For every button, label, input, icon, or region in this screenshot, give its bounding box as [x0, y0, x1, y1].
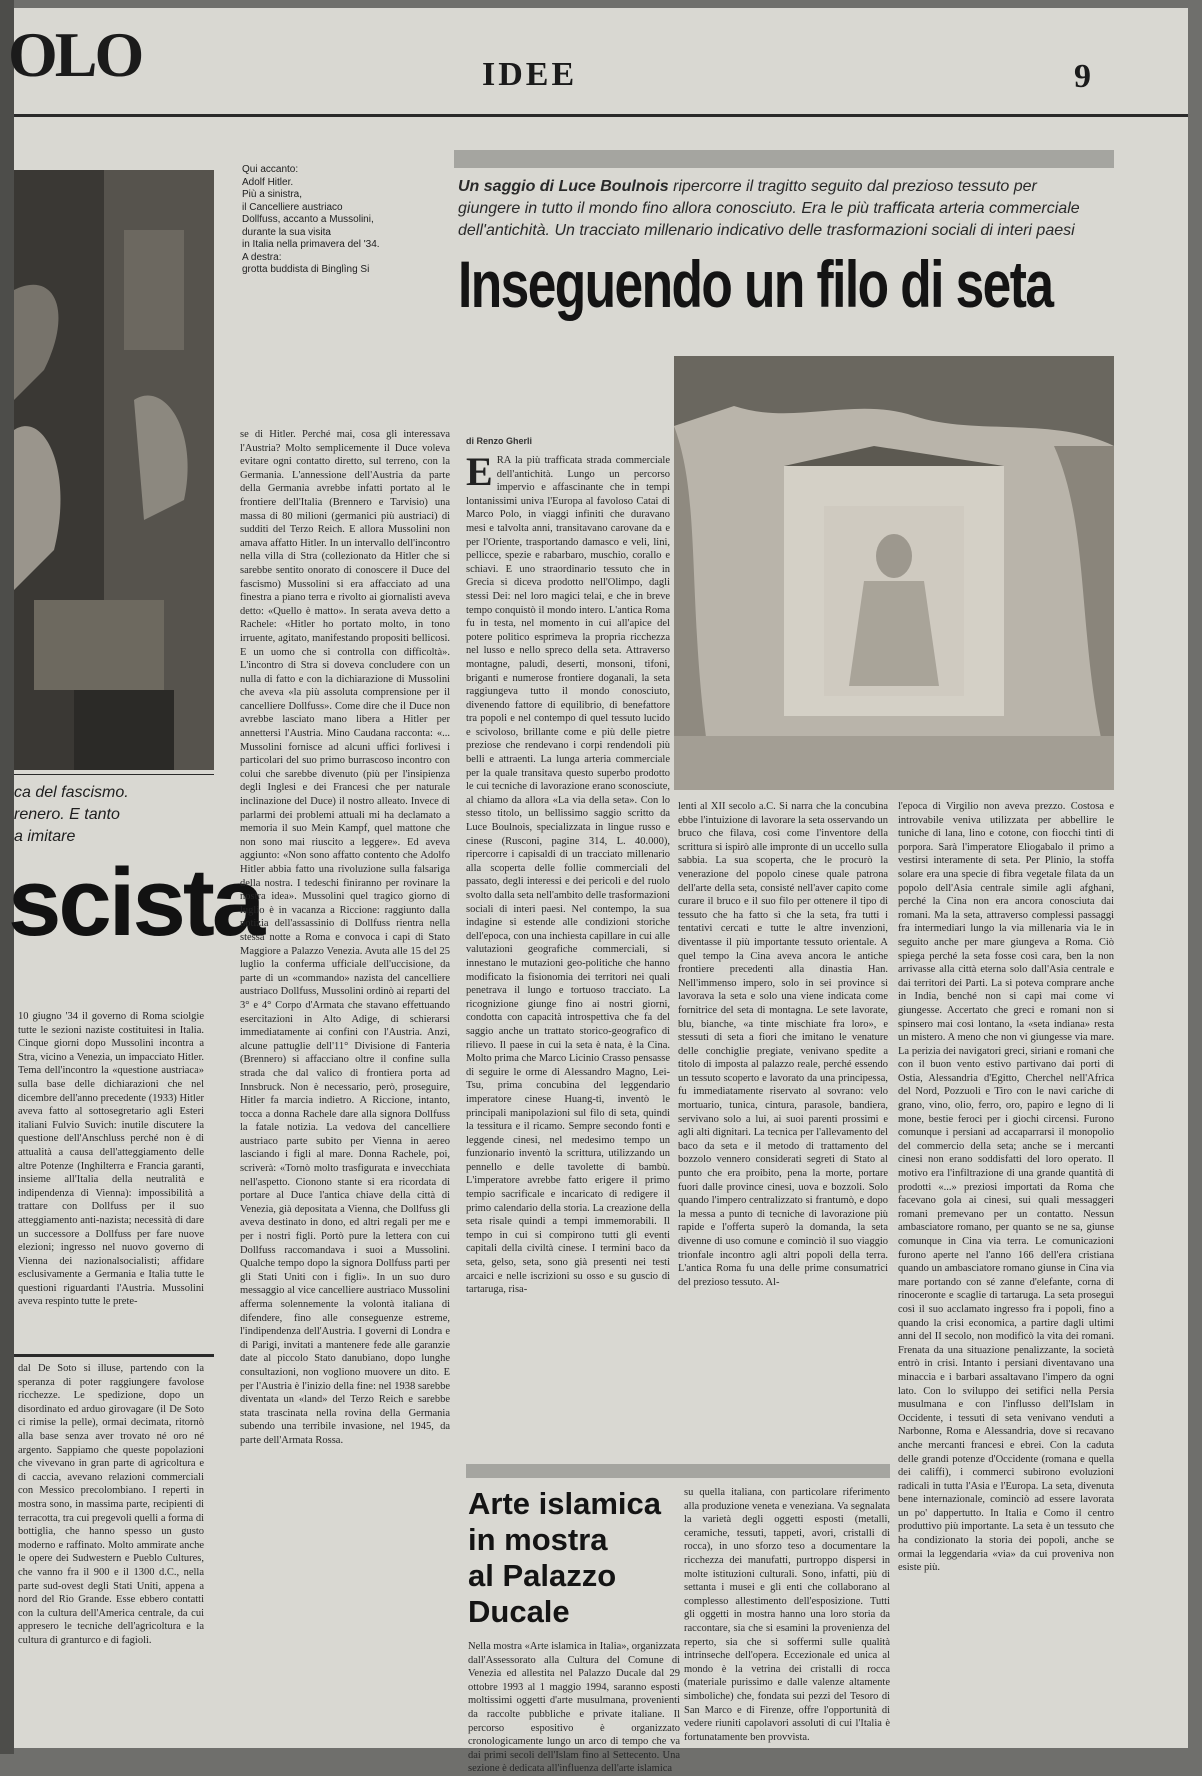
caption-line-4: il Cancelliere austriaco: [242, 201, 343, 213]
section-title: IDEE: [482, 56, 578, 93]
caption-line-9: grotta buddista di Binglìng Si: [242, 264, 370, 275]
left-article-top: 10 giugno '34 il governo di Roma sciolgie tutte le sezioni naziste costituitesi in Italia. Cinque giorni dopo Mussolini incontra a Stra, vicino a Venezia, un impacciato Hitler. Tema dell'incontro la «questione austriaca» sulla base delle dichiarazioni che nel dicembre dell'anno precedente (1933) Hitler aveva fatto al sottosegretario agli Esteri italiani Fulvio Suvich: inutile discutere la questione dell'Anschluss perché non è di attualità a causa dell'atteggiamento delle altre Potenze (Inghilterra e Francia garanti, insieme all'Italia della neutralità e indipendenza di Vienna): impossibilità a trattare con Dollfuss per il suo atteggiamento anti-nazista; necessità di dare un successore a Dollfuss per fare nuove elezioni; ingresso nel nuovo governo di Vienna dei nazionalsocialisti; affidare esclusivamente a Germania e Italia tutte le questioni riguardanti l'Austria. Mussolini aveva respinto tutte le prete-: [18, 1011, 204, 1308]
seta-kicker-text: ripercorre il tragitto seguito dal prezioso tessuto per giungere in tutto il mondo fino allora conosciuto. Era le più trafficata arteria commerciale dell'antichità. Un tracciato millenario indicativo delle trasformazioni sociali di interi paesi: [458, 178, 1080, 239]
seta-column-1: [466, 449, 670, 1454]
seta-kicker-author: Un saggio di Luce Boulnois: [458, 178, 669, 195]
seta-column-2: lenti al XII secolo a.C. Si narra che la concubina ebbe l'intuizione di lavorare la seta osservando un bruco che filava, così come l'inventore della scrittura si ispirò alle impronte di un uccello sulla sabbia. La sua scoperta, che le procurò la venerazione del popolo cinese quale patrona dell'arte della seta, consisté nell'aver capito come curare il bruco e il suo filo per ottenere il tipo di tessuto che ha fatto sì che la seta, fra tutti i tentativi cercati e tutte le altre invenzioni, diventasse il più importante tessuto orientale. A quel tempo la Cina aveva ancora le antiche frontiere precedenti alla dinastia Han. Nell'immenso impero, solo in sei province si lavorava la seta e solo una viene indicata come fornitrice del seta di montagna. Le sete lavorate, blu, bianche, «a tinte mischiate fra loro», e stessuti di seta a fiori che imitano le venature delle conchiglie pregiate, venivano spedite a titolo di imposta al palazzo reale, perché essendo un tessuto scoperto e lavorato da una principessa, fu immediatamente riservato al sovrano: velo mortuario, tunica, cintura, parasole, bandiera, servivano solo a lui, ai suoi parenti prossimi e agli alti dignitari. La tecnica per l'allevamento del baco da seta e il metodo di trattamento del bozzolo vennero considerati segreti di Stato al punto che era proibito, pena la morte, portare fuori dalle province cinesi, uova e bozzoli. Solo quando l'impero centralizzato si frantumò, e dopo la messa a punto di tecniche di lavorazione più rapide e l'offerta superò la domanda, la seta divenne di uso comune e cominciò il suo viaggio trionfale incontro agli altri popoli della terra. L'antica Roma fu una delle prime consumatrici del prezioso tessuto. Al-: [678, 801, 888, 1288]
left-kicker-line-2: renero. E tanto: [14, 806, 120, 823]
arte-title-line-4: Ducale: [468, 1594, 570, 1629]
seta-byline: di Renzo Gherli: [466, 436, 533, 446]
caption-line-8: A destra:: [242, 251, 282, 263]
seta-dropcap: E: [466, 449, 493, 494]
masthead: OLO: [8, 19, 142, 90]
top-grey-band: [454, 150, 1114, 168]
caption-line-1: Qui accanto:: [242, 164, 299, 175]
seta-column-3: l'epoca di Virgilio non aveva prezzo. Costosa e introvabile veniva utilizzata per abbellire le tuniche di lana, lino e cotone, con fiocchi tinti di porpora. Sarà l'imperatore Eliogabalo il primo a vestirsi interamente di seta. Per Plinio, la stoffa solare era una specie di fibra vegetale filata da un popolo dell'Asia centrale simile agli afghani, perché la Cina non era ancora conosciuta dai romani. Ma la seta, attraverso complessi passaggi fra intermediari lungo la via millenaria via le in seguito anche per mare giungeva a Roma. Ciò spiega perché la seta fosse così cara, ben la non arrivasse alla città eterna solo dall'Asia centrale e dai territori dei Parti. La si poteva comprare anche in India, benché non si capì mai come vi giungesse. Accertato che greci e romani non si spinsero mai così lontano, la «seta indiana» resta un mistero. A meno che non vi giungesse via mare. La perizia dei navigatori greci, siriani e romani che con il buon vento estivo partivano dai porti di Ostia, Alessandria d'Egitto, Cherchel nell'Africa del Nord, Pozzuoli e Tiro con le navi cariche di grano, vino, olio, ferro, oro, papiro e legno di li mone, bestie feroci per i giochi circensi. Furono comunque i persiani ad accaparrarsi il monopolio del commercio della seta; anche se i mercanti cinesi non erano soddisfatti del loro operato. Il motivo era l'infiltrazione di una grande quantità di prodotti «...» preziosi importati da Roma che facevano gola ai cinesi, sui quali messaggeri romani premevano per un contatto. Nessun ambasciatore romano, per quanto se ne sa, giunse comunque in Cina via terra. Le comunicazioni furono aperte nel l'anno 166 dell'era cristiana quando un ambasciatore romano giunse in Cina via mare portando con sé zanne d'elefante, corna di rinoceronte e scaglie di tartaruga. La seta proseguì così il suo acclamato ingresso fra i popoli, fino a quando la crisi economica, a partire dagli ultimi anni del II secolo, non modificò la vita dei romani. Frenata da una situazione penalizzante, la società entrò in crisi. Intanto i persiani diventavano una minaccia e i barbari assaltavano l'impero da ogni lato. Con lo sviluppo dei setifici nella Persia musulmana e con l'influsso dell'Islam in Occidente, i tessuti di seta venivano venduti a Narbonne, Roma e Alessandria, dove si recavano anche mercanti francesi e ebrei. Con la caduta delle grandi potenze d'Occidente (romana e quella dei califfi), i commerci subirono evoluzioni radicali in tutta l'Asia e l'Europa. La seta, divenuta bene internazionale, cominciò ad essere lavorata un po' dappertutto. In Italia e Como il centro produttivo più importante. La seta è un tessuto che ha condizionato la storia dei popoli, anche se ormai la leggendaria «via» da cui proveniva non esiste più.: [898, 801, 1114, 1574]
page-number: 9: [1074, 58, 1091, 95]
seta-column-1-text: RA la più trafficata strada commerciale dell'antichità. Lungo un percorso impervio e affascinante che in tempi lontanissimi univa l'Europa al favoloso Catai di Marco Polo, in viaggi infiniti che duravano mesi e talvolta anni, transitavano carovane da e per l'Oriente, trasportando damasco e veli, lini, pellicce, spezie e rabarbaro, muschio, corallo e schiavi. E uno straordinario tessuto che in Grecia si diceva prodotto nell'Olimpo, dagli stessi Dei: nel loro magici telai, e che in breve tempo conquistò il mondo intero. L'antica Roma fu in testa, nel momento in cui all'apice del potere politico esprimeva la propria ricchezza nel lusso e nello spreco della seta. Attraverso montagne, paludi, deserti, monsoni, tifoni, briganti e numerose frontiere doganali, la seta raggiungeva tutto il mondo conosciuto, divenendo fattore di equilibrio, di benefattore tra popoli e nel contempo di quel tessuto lucido e scivoloso, brillante come e più delle pietre preziose che rendevano i corpi rendendoli più belli e attraenti. La lunga arteria commerciale per la quale transitava questo superbo prodotto le cui tecniche di lavorazione erano sconosciute, al chiamo da allora «La via della seta». Con lo stesso titolo, un bellissimo saggio scritto da Luce Boulnois, specializzata in lingue russo e cinese (Rusconi, pagine 314, L. 40.000), ripercorre i capisaldi di un tracciato millenario alla scoperta delle follie commerciali del passato, degli interessi e dei pericoli e del ruolo svolto dalla seta nell'ambito delle trasformazioni sociali di interi paesi. Nel contempo, la sua indagine si estende alle condizioni storiche dell'epoca, con una inchiesta capillare in cui alle valutazioni geografiche commerciali, si innestano le mutazioni geo-politiche che hanno modificato la fisionomia dei territori nei quali penetrava il lungo e tortuoso tracciato. La ricognizione giunge fino ai nostri giorni, condotta con capacità introspettiva che fa del saggio anche un trattato storico-geografico di rilievo. Il paese in cui la seta è nata, è la Cina. Molto prima che Marco Licinio Crasso pensasse di seguire le orme di Alessandro Magno, Lei-Tsu, prima concubina del leggendario imperatore cinese Huang-ti, inventò le principali manipolazioni sul filo di seta, quindi la tessitura e il ricamo. Sempre secondo fonti e leggende cinesi, nel medesimo tempo un funzionario inventò la scrittura, utilizzando un pennello e delle tavolette di bambù. L'imperatore avrebbe fatto erigere il primo tempio sacrificale e incaricato di redigere il primo calendario della storia. La creazione della seta risale quindi a tempi immemorabili. Il tempo in cui si compirono tutti gli eventi capitali della civiltà cinese. I termini baco da seta, gelso, seta, sono già presenti nei testi arcaici e nelle iscrizioni su osso e su guscio di tartaruga, risa-: [466, 455, 670, 1296]
cave-photo-image: [674, 356, 1114, 790]
arte-title-line-2: in mostra: [468, 1522, 608, 1557]
caption-line-7: in Italia nella primavera del '34.: [242, 239, 380, 250]
caption-line-5: Dollfuss, accanto a Mussolini,: [242, 214, 374, 225]
arte-title: [468, 1486, 678, 1630]
arte-column-2: su quella italiana, con particolare riferimento alla produzione veneta e veneziana. Va segnalata la varietà degli oggetti esposti (metalli, ceramiche, tessuti, tappeti, avori, cristalli di rocca), in uno sforzo teso a documentare la ricchezza dei manufatti, purtroppo dispersi in molte istituzioni culturali. Sono, infatti, più di settanta i musei e gli enti che collaborano al complesso allestimento dell'esposizione. Tutti gli oggetti in mostra hanno una loro storia da raccontare, sia che si esamini la provenienza del reperto, sia che si soffermi sulle qualità intrinseche dell'opera. Eccezionale ed unica al mondo è la vetrina dei cristalli di rocca (materiale purissimo e dalle valenze altamente simboliche) che, fondata sui pezzi del Tesoro di San Marco e di Firenze, offre l'opportunità di vedere riuniti capolavori assoluti di cui l'Italia è fortunatamente ben provvista.: [684, 1487, 890, 1743]
header-rule: [14, 114, 1188, 117]
arte-title-line-1: Arte islamica: [468, 1486, 661, 1521]
left-headline: scista: [8, 849, 263, 956]
newspaper-page: [8, 8, 1188, 1775]
left-article-bottom: dal De Soto si illuse, partendo con la speranza di poter raggiungere favolose ricchezze. Le spedizione, dopo un disordinato ed arduo girovagare (il De Soto ci rimise la pelle), ormai decimata, ritornò alla base senza aver trovato né oro né argento. Sappiamo che queste popolazioni che vivevano in gran parte di agricoltura e di caccia, avevano relazioni commerciali con Messico precolombiano. I reperti in mostra sono, in massima parte, recipienti di terracotta, tra cui pregevoli quelli a forma di bottiglia, che hanno spesso un gusto moderno e raffinato. Molto ammirate anche le opere dei Sudwestern e Pueblo Cultures, che vanno fra il 900 e il 1300 d.C., nella parte sud-ovest degli Stati Uniti, appena a nord del Rio Grande. Esse ebbero contatti con la cultura dell'America centrale, da cui appresero le tecniche dell'agricoltura e la cultura di granturco e di fagioli.: [18, 1363, 205, 1646]
left-kicker-line-3: a imitare: [14, 828, 76, 845]
seta-headline: Inseguendo un filo di seta: [458, 247, 1053, 321]
photo-caption: [242, 164, 442, 277]
photo-rule: [14, 774, 214, 775]
caption-line-3: Più a sinistra,: [242, 189, 303, 200]
arte-grey-band: [466, 1464, 890, 1478]
arte-title-line-3: al Palazzo: [468, 1558, 617, 1593]
mussolini-photo-image: [14, 170, 214, 770]
seta-kicker: [458, 176, 1098, 242]
left-article-rule: [14, 1354, 214, 1357]
hitler-article: se di Hitler. Perché mai, cosa gli interessava l'Austria? Molto semplicemente il Duce voleva evitare ogni contatto diretto, sul terreno, con la Germania. L'annessione dell'Austria da parte della Germania avrebbe infatti portato al le frontiere dell'Italia (Brennero e Tarvisio) una massa di 80 milioni (germanici più austriaci) di sudditi del Terzo Reich. E allora Mussolini non amava affatto Hitler. In un intervallo dell'incontro nella villa di Stra (collezionato da Hitler che si sarebbe sentito onorato di conoscere il Duce del fascismo) Mussolini si era affacciato ad una finestra a piano terra e rivolto ai giornalisti aveva detto: «Quello è matto». In serata aveva detto a Rachele: «Hitler ho portato molto, in tono irruente, agitato, manifestando propositi bellicosi. E un uomo che si controlla con difficoltà». L'incontro di Stra si doveva concludere con un nulla di fatto e con la dichiarazione di Mussolini che aveva «la più assoluta comprensione per il cancelliere Dollfuss». Come dire che il Duce non avrebbe lasciato mano libera a Hitler per annettersi l'Austria. Mino Caudana racconta: «... Mussolini fornisce ad alcuni uffici forlivesi i particolari del suo primo burrascoso incontro con colui che sarebbe divenuto (più per l'insipienza degli Inglesi e dei Francesi che per naturale inclinazione del Duce) il nostro alleato. Invece di parlarmi dei problemi attuali mi ha declamato a memoria il suo Mein Kampf, quel mattone che non sono mai riuscito a leggere». Ed aveva aggiunto: «Non sono affatto contento che Adolfo Hitler abbia fatto una rivoluzione sulla falsariga della nostra. I tedeschi finiranno per rovinare la nostra idea». Mussolini quel tragico giorno di luglio è in vacanza a Riccione: raggiunto dalla notizia dell'assassinio di Dollfuss rientra nella stessa notte a Roma e convoca i capi di Stato Maggiore a Palazzo Venezia. Avuta alle 15 del 25 luglio la conferma ufficiale dell'uccisione, da parte di un «commando» nazista del cancelliere austriaco Dollfuss, Mussolini ordinò ai reparti del 3° e 4° Corpo d'Armata che stavano effettuando esercitazioni in Alto Adige, di schierarsi immediatamente ai confini con l'Austria. Anzi, alcune pattuglie dell'11° Divisione di Fanteria (Brennero) si affacciano oltre il confine sulla strada che dal valico di frontiera porta ad Innsbruck. Non è necessario, però, proseguire, Hitler fa marcia indietro. A Riccione, intanto, tocca a donna Rachele dare alla signora Dollfuss la fatale notizia. La vedova del cancelliere austriaco parte subito per Vienna in aereo lasciando i figli al mare. Donna Rachele, poi, scriverà: «Tornò molto trasfigurata e invecchiata nell'aspetto. Cionono stante si era ricordata di portare al Duce l'antica chiave della città di Venezia, già depositata a Vienna, che Dollfuss gli aveva destinato in dono, ed altri regali per me e per i nostri figli. Portò pure la lettera con cui Dollfuss raccomandava i suoi a Mussolini. Qualche tempo dopo la signora Dollfuss partì per gli Stati Uniti con i figli». In un suo duro messaggio al vice cancelliere austriaco Mussolini afferma solennemente la volontà italiana di difendere, fino alle conseguenze estreme, l'indipendenza dell'Austria. I governi di Londra e di Parigi, invitati a mantenere fede alle garanzie date al piccolo Stato danubiano, dopo lunghe consultazioni, non vogliono muovere un dito. E per l'Austria è l'inizio della fine: nel 1938 sarebbe diventata un «land» del Terzo Reich e sarebbe stata trascinata nella rovina della Germania subendo una terribile invasione, nel 1945, da parte dell'Armata Rossa.: [240, 429, 450, 1446]
arte-column-1: Nella mostra «Arte islamica in Italia», organizzata dall'Assessorato alla Cultura del Comune di Venezia ed allestita nel Palazzo Ducale dal 29 ottobre 1993 al 1 maggio 1994, saranno esposti moltissimi oggetti d'arte musulmana, provenienti da raccolte pubbliche e private italiane. Il percorso espositivo è organizzato cronologicamente lungo un arco di tempo che va dai primi secoli dell'Islam fino al Settecento. Una sezione è dedicata all'influenza dell'arte islamica: [468, 1641, 680, 1775]
mussolini-photo: [14, 170, 214, 770]
caption-line-2: Adolf Hitler.: [242, 176, 294, 188]
left-photo-kicker: [14, 782, 214, 848]
left-kicker-line-1: ca del fascismo.: [14, 784, 129, 801]
caption-line-6: durante la sua visita: [242, 226, 331, 238]
buddhist-cave-photo: [674, 356, 1114, 790]
